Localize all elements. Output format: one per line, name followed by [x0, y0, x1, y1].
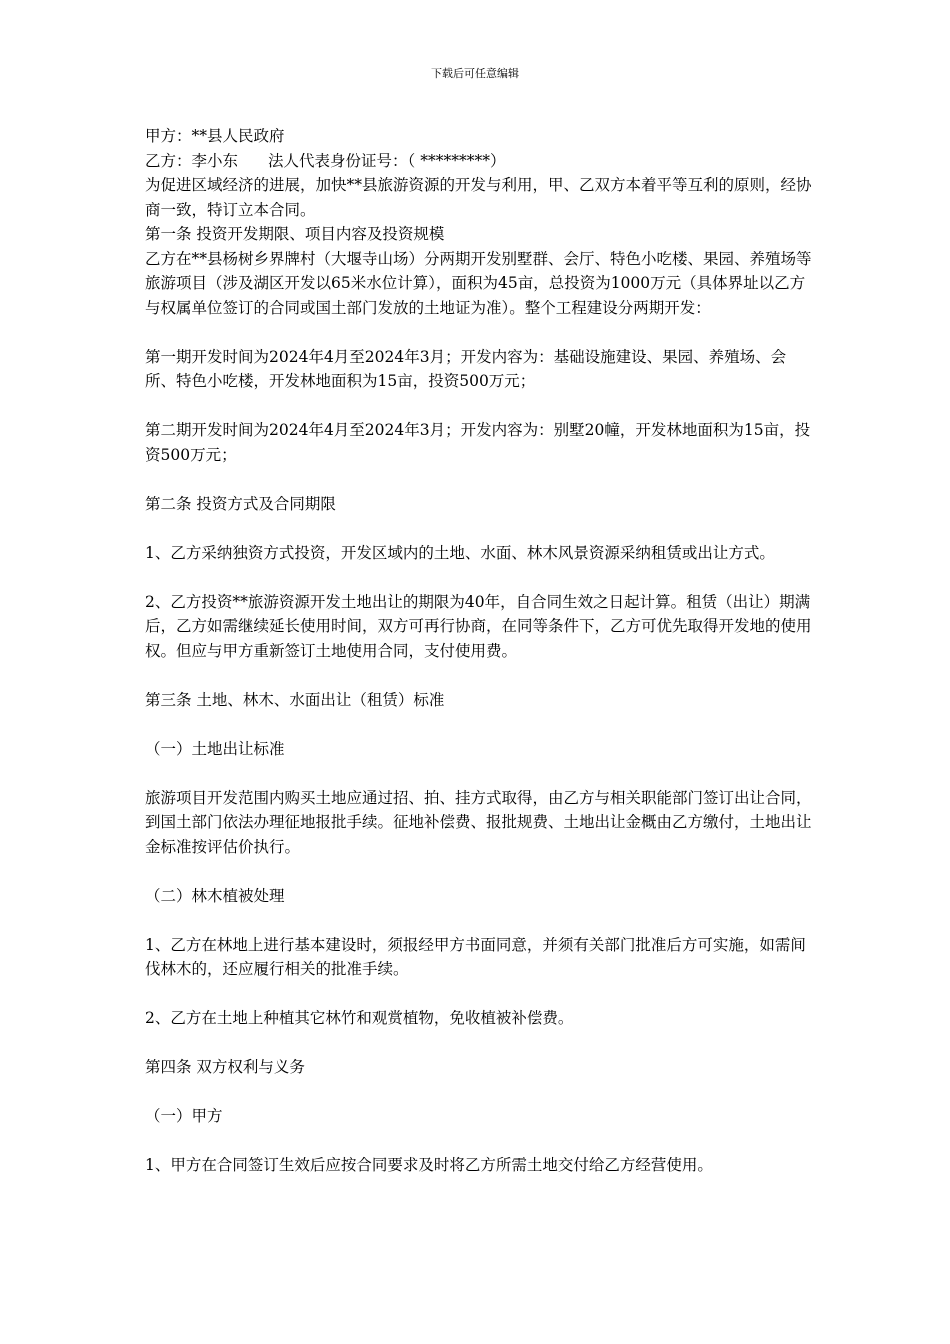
preamble: 为促进区域经济的进展，加快**县旅游资源的开发与利用，甲、乙双方本着平等互利的原则，经协商一致，特订立本合同。 — [145, 176, 812, 219]
article-2-title: 第二条 投资方式及合同期限 — [145, 494, 336, 513]
article-3-section-2-title: （二）林木植被处理 — [145, 886, 285, 905]
article-3-title: 第三条 土地、林木、水面出让（租赁）标准 — [145, 690, 445, 709]
party-b-id: 法人代表身份证号：（ *********） — [268, 151, 506, 170]
party-a-line: 甲方：**县人民政府 — [145, 127, 285, 145]
article-2-item-1: 1、乙方采纳独资方式投资，开发区域内的土地、水面、林木风景资源采纳租赁或出让方式。 — [145, 543, 775, 562]
article-4-section-1-title: （一）甲方 — [145, 1107, 223, 1125]
party-b-line — [145, 149, 815, 174]
phase-2-paragraph: 第二期开发时间为2024年4月至2024年3月；开发内容为：别墅20幢，开发林地面积为15亩，投资500万元； — [145, 421, 811, 464]
phase-1-paragraph: 第一期开发时间为2024年4月至2024年3月；开发内容为：基础设施建设、果园、养殖场、会所、特色小吃楼，开发林地面积为15亩，投资500万元； — [145, 347, 787, 390]
article-4-section-1-item-1: 1、甲方在合同签订生效后应按合同要求及时将乙方所需土地交付给乙方经营使用。 — [145, 1156, 713, 1174]
article-3-section-2-item-2: 2、乙方在土地上种植其它林竹和观赏植物，免收植被补偿费。 — [145, 1009, 574, 1027]
party-b-name: 乙方：李小东 — [145, 151, 239, 170]
contract-body — [145, 124, 815, 1178]
article-1-body: 乙方在**县杨树乡界牌村（大堰寺山场）分两期开发别墅群、会厅、特色小吃楼、果园、养殖场等旅游项目（涉及湖区开发以65米水位计算），面积为45亩，总投资为1000万元（具体界址以乙方与权属单位签订的合同或国土部门发放的土地证为准）。整个工程建设分两期开发： — [145, 249, 812, 317]
article-4-title: 第四条 双方权利与义务 — [145, 1058, 305, 1076]
article-1-title: 第一条 投资开发期限、项目内容及投资规模 — [145, 225, 445, 243]
article-3-section-1-title: （一）土地出让标准 — [145, 739, 285, 758]
article-2-item-2: 2、乙方投资**旅游资源开发土地出让的期限为40年，自合同生效之日起计算。租赁（出让）期满后，乙方如需继续延长使用时间，双方可再行协商，在同等条件下，乙方可优先取得开发地的使用权。但应与甲方重新签订土地使用合同，支付使用费。 — [145, 592, 812, 660]
page-header-note: 下载后可任意编辑 — [431, 67, 519, 80]
article-3-section-1-body: 旅游项目开发范围内购买土地应通过招、拍、挂方式取得，由乙方与相关职能部门签订出让合同，到国土部门依法办理征地报批手续。征地补偿费、报批规费、土地出让金概由乙方缴付，土地出让金标准按评估价执行。 — [145, 788, 812, 856]
article-3-section-2-item-1: 1、乙方在林地上进行基本建设时，须报经甲方书面同意，并须有关部门批准后方可实施，如需间伐林木的，还应履行相关的批准手续。 — [145, 935, 806, 978]
